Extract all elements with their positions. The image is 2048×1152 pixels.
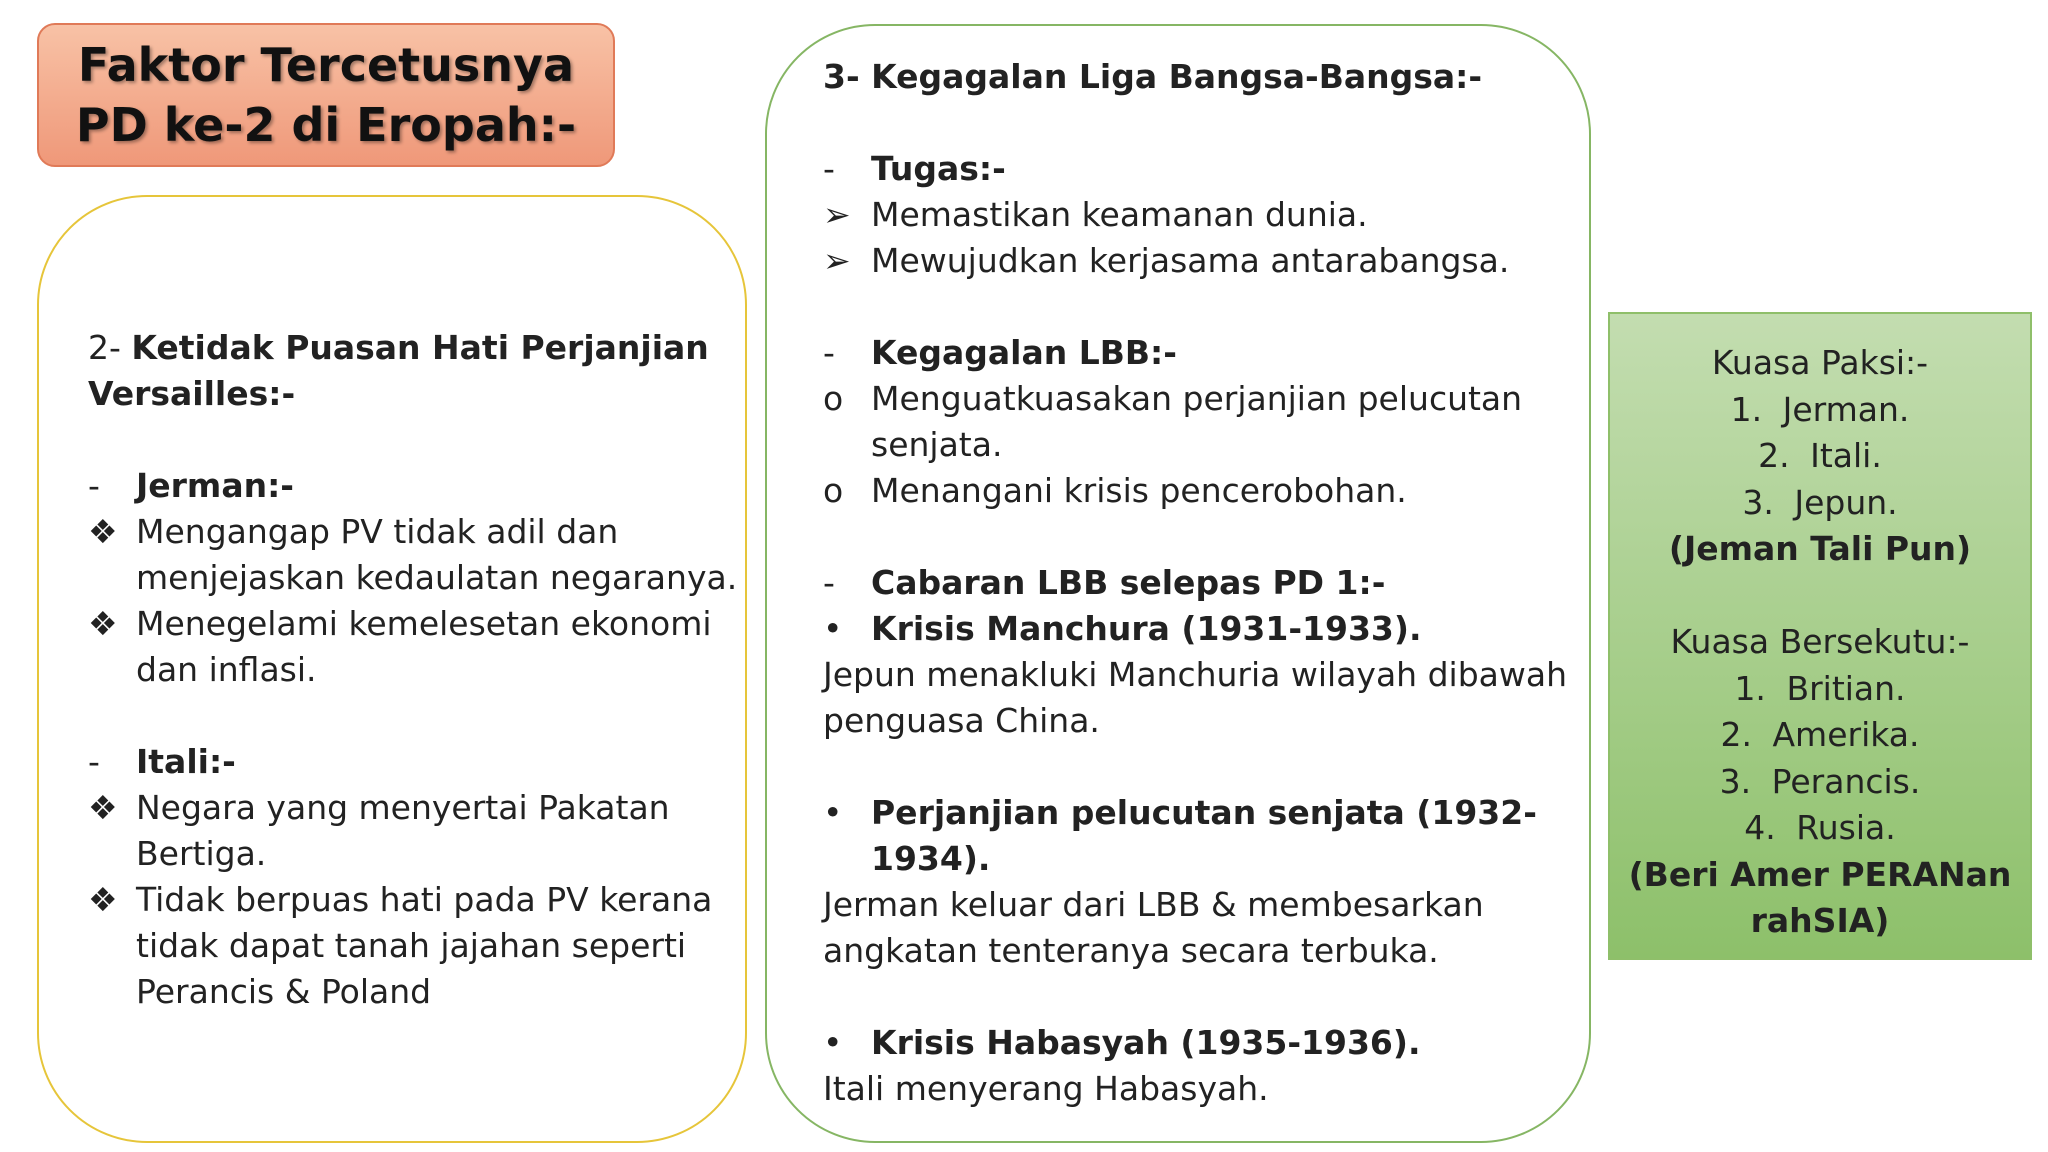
list-item: • Perjanjian pelucutan senjata (1932- [823,790,1567,836]
body-text: Itali menyerang Habasyah. [823,1069,1269,1108]
list-item: 3. Jepun. [1742,482,1898,522]
panel-lbb [765,24,1591,1143]
sekutu-mnemonic-2: rahSIA) [1750,901,1890,940]
cabaran-label: Cabaran LBB selepas PD 1:- [871,563,1386,602]
itali-label: Itali:- [136,742,236,781]
dash-marker: - [823,333,835,372]
heading-number: 2- [88,328,132,367]
diamond-bullet-icon: ❖ [88,788,118,827]
body-text: penguasa China. [823,701,1100,740]
dot-bullet-icon: • [823,793,843,832]
heading-text-2: Versailles:- [88,374,296,413]
sekutu-label: Kuasa Bersekutu:- [1670,622,1970,661]
circle-bullet-icon: o [823,379,844,418]
diamond-bullet-icon: ❖ [88,604,118,643]
paksi-label: Kuasa Paksi:- [1711,343,1929,382]
kegagalan-label: Kegagalan LBB:- [871,333,1177,372]
list-item-cont: 1934). [871,839,991,878]
list-item-cont: Perancis & Poland [136,972,432,1011]
list-item-cont: dan inflasi. [136,650,317,689]
heading-text: Ketidak Puasan Hati Perjanjian [131,328,709,367]
itali-label-row [88,739,737,785]
arrow-bullet-icon: ➢ [823,195,851,234]
list-item: 1. Britian. [1734,668,1906,708]
lbb-content [823,54,1567,1112]
title-line-1: Faktor Tercetusnya [77,38,575,92]
list-item: ❖ Menegelami kemelesetan ekonomi [88,601,737,647]
kuasa-content [1610,340,2030,945]
kegagalan-label-row [823,330,1567,376]
list-item: ➢ Memastikan keamanan dunia. [823,192,1567,238]
list-item: 1. Jerman. [1730,389,1910,429]
list-item: 2. Itali. [1758,436,1882,475]
diamond-bullet-icon: ❖ [88,512,118,551]
list-item: ➢ Mewujudkan kerjasama antarabangsa. [823,238,1567,284]
dash-marker: - [823,563,835,602]
dot-bullet-icon: • [823,1023,843,1062]
list-item: o Menangani krisis pencerobohan. [823,468,1567,514]
circle-bullet-icon: o [823,471,844,510]
jerman-label: Jerman:- [136,466,294,505]
dash-marker: - [88,742,100,781]
body-text: angkatan tenteranya secara terbuka. [823,931,1439,970]
list-item: o Menguatkuasakan perjanjian pelucutan [823,376,1567,422]
jerman-label-row [88,463,737,509]
list-item: ❖ Tidak berpuas hati pada PV kerana [88,877,737,923]
list-item-cont: senjata. [871,425,1003,464]
list-item: 2. Amerika. [1720,715,1920,754]
versailles-heading [88,325,737,371]
paksi-mnemonic: (Jeman Tali Pun) [1668,529,1972,568]
list-item-cont: menjejaskan kedaulatan negaranya. [136,558,738,597]
tugas-label-row [823,146,1567,192]
list-item: ❖ Mengangap PV tidak adil dan [88,509,737,555]
versailles-content [88,325,737,1015]
arrow-bullet-icon: ➢ [823,241,851,280]
body-text: Jepun menakluki Manchuria wilayah dibawah [823,655,1567,694]
list-item: 3. Perancis. [1719,761,1921,801]
tugas-label: Tugas:- [871,149,1006,188]
body-text: Jerman keluar dari LBB & membesarkan [823,885,1484,924]
diamond-bullet-icon: ❖ [88,880,118,919]
list-item: ❖ Negara yang menyertai Pakatan [88,785,737,831]
panel-kuasa [1608,312,2032,960]
dash-marker: - [88,466,100,505]
sekutu-mnemonic-1: (Beri Amer PERANan [1628,854,2012,894]
dot-bullet-icon: • [823,609,843,648]
title-line-2: PD ke-2 di Eropah:- [75,98,577,152]
panel-versailles [37,195,747,1143]
lbb-heading: 3- Kegagalan Liga Bangsa-Bangsa:- [823,57,1483,96]
list-item-cont: tidak dapat tanah jajahan seperti [136,926,687,965]
cabaran-label-row [823,560,1567,606]
dash-marker: - [823,149,835,188]
list-item: 4. Rusia. [1744,808,1896,847]
list-item-cont: Bertiga. [136,834,267,873]
list-item: • Krisis Manchura (1931-1933). [823,606,1567,652]
title-box [37,23,615,167]
list-item: • Krisis Habasyah (1935-1936). [823,1020,1567,1066]
